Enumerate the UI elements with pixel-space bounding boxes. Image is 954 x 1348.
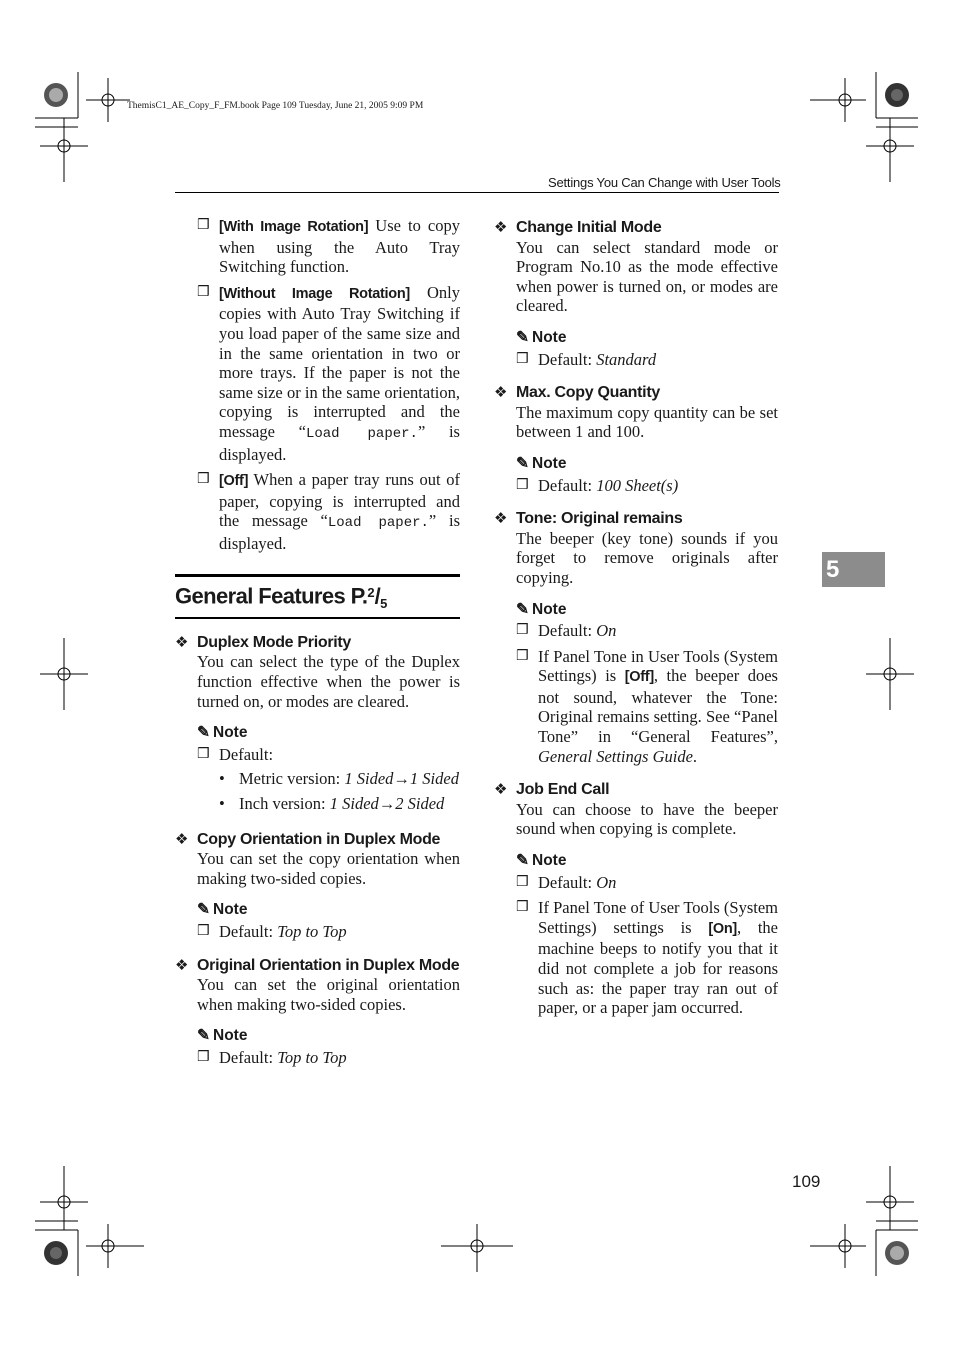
- page-number: 109: [792, 1172, 821, 1191]
- pencil-icon: ✎: [197, 901, 210, 919]
- list-item: ❒ [With Image Rotation] Use to copy when using the Auto Tray Switching function.: [197, 216, 460, 277]
- note-heading: ✎ Note: [197, 724, 248, 742]
- section-heading: General Features $P.^2/_5$: [175, 574, 460, 619]
- list-item: • Metric version: 1 Sided→1 Sided: [219, 769, 459, 789]
- paragraph: The maximum copy quantity can be set between 1 and 100.: [516, 402, 778, 442]
- left-column: [175, 216, 461, 1068]
- note-heading: ✎ Note: [516, 852, 567, 870]
- diamond-bullet-icon: ❖: [175, 829, 189, 848]
- subsection-title: ❖ Duplex Mode Priority: [175, 632, 352, 651]
- list-item: ❒ [Off] When a paper tray runs out of paper, copying is interrupted and the message “Load paper.” is displayed.: [197, 470, 460, 553]
- pencil-icon: ✎: [516, 600, 529, 618]
- book-info-line: ThemisC1_AE_Copy_F_FM.book Page 109 Tuesday, June 21, 2005 9:09 PM: [127, 101, 424, 111]
- checkbox-bullet-icon: ❒: [197, 471, 210, 488]
- checkbox-bullet-icon: ❒: [516, 622, 529, 639]
- header-rule: [175, 192, 779, 193]
- bullet-icon: •: [219, 794, 225, 814]
- note-heading: ✎ Note: [516, 600, 567, 618]
- list-item: • Inch version: 1 Sided→2 Sided: [219, 794, 445, 814]
- diamond-bullet-icon: ❖: [175, 632, 189, 651]
- checkbox-bullet-icon: ❒: [197, 283, 210, 300]
- checkbox-bullet-icon: ❒: [516, 647, 529, 664]
- paragraph: The beeper (key tone) sounds if you forget to remove originals after copying.: [516, 528, 778, 587]
- diamond-bullet-icon: ❖: [494, 383, 508, 402]
- running-header: Settings You Can Change with User Tools: [548, 175, 781, 190]
- note-item: ❒ Default: On: [516, 872, 617, 892]
- diamond-bullet-icon: ❖: [494, 780, 508, 799]
- note-item: ❒ Default: Top to Top: [197, 1047, 347, 1067]
- pencil-icon: ✎: [516, 454, 529, 472]
- checkbox-bullet-icon: ❒: [197, 217, 210, 233]
- checkbox-bullet-icon: ❒: [516, 476, 529, 493]
- subsection-title: ❖ Change Initial Mode: [494, 218, 662, 236]
- checkbox-bullet-icon: ❒: [516, 899, 529, 916]
- bullet-icon: •: [219, 769, 225, 789]
- pencil-icon: ✎: [516, 328, 529, 346]
- note-item: ❒ If Panel Tone in User Tools (System Settings) is [Off], the beeper does not sound, whatever the Tone: Original remains setting. See “Panel Tone” in “General Features”, General Settings Guide.: [516, 646, 778, 766]
- note-item: ❒ Default: Top to Top: [197, 922, 347, 942]
- diamond-bullet-icon: ❖: [175, 955, 189, 974]
- diamond-bullet-icon: ❖: [494, 218, 508, 236]
- note-heading: ✎ Note: [516, 328, 567, 346]
- subsection-title: ❖ Job End Call: [494, 780, 610, 799]
- subsection-title: ❖ Max. Copy Quantity: [494, 383, 660, 402]
- checkbox-bullet-icon: ❒: [197, 923, 210, 940]
- checkbox-bullet-icon: ❒: [197, 745, 210, 762]
- paragraph: You can select the type of the Duplex function effective when the power is turned on, or modes are cleared.: [197, 652, 460, 711]
- paragraph: You can set the original orientation when making two-sided copies.: [197, 975, 460, 1014]
- chapter-tab: 5: [822, 552, 885, 587]
- pencil-icon: ✎: [516, 852, 529, 870]
- checkbox-bullet-icon: ❒: [516, 350, 529, 367]
- subsection-title: ❖ Original Orientation in Duplex Mode: [175, 955, 460, 974]
- list-item: ❒ [Without Image Rotation] Only copies with Auto Tray Switching if you load paper of the same size and in the same orientation in two or more trays. If the paper is not the same size or in the same orientation, copying is interrupted and the message “Load paper.” is displayed.: [197, 282, 461, 464]
- note-heading: ✎ Note: [197, 1027, 248, 1045]
- note-heading: ✎ Note: [197, 901, 248, 919]
- subsection-title: ❖ Tone: Original remains: [494, 509, 683, 528]
- note-item: ❒ Default:: [197, 744, 274, 764]
- note-item: ❒ Default: Standard: [516, 349, 657, 369]
- right-column: [494, 218, 778, 1018]
- paragraph: You can set the copy orientation when making two-sided copies.: [197, 849, 460, 888]
- subsection-title: ❖ Copy Orientation in Duplex Mode: [175, 829, 441, 848]
- pencil-icon: ✎: [197, 724, 210, 742]
- checkbox-bullet-icon: ❒: [197, 1048, 210, 1065]
- note-item: ❒ Default: On: [516, 621, 617, 641]
- paragraph: You can select standard mode or Program No.10 as the mode effective when power is turned on, or modes are cleared.: [516, 237, 778, 316]
- note-item: ❒ If Panel Tone of User Tools (System Settings) settings is [On], the machine beeps to notify you that it did not complete a job for reasons such as: the paper tray ran out of paper, or a paper jam occurred.: [516, 898, 778, 1018]
- pencil-icon: ✎: [197, 1027, 210, 1045]
- paragraph: You can choose to have the beeper sound when copying is complete.: [516, 799, 778, 839]
- checkbox-bullet-icon: ❒: [516, 873, 529, 890]
- note-item: ❒ Default: 100 Sheet(s): [516, 475, 679, 495]
- diamond-bullet-icon: ❖: [494, 509, 508, 528]
- note-heading: ✎ Note: [516, 454, 567, 472]
